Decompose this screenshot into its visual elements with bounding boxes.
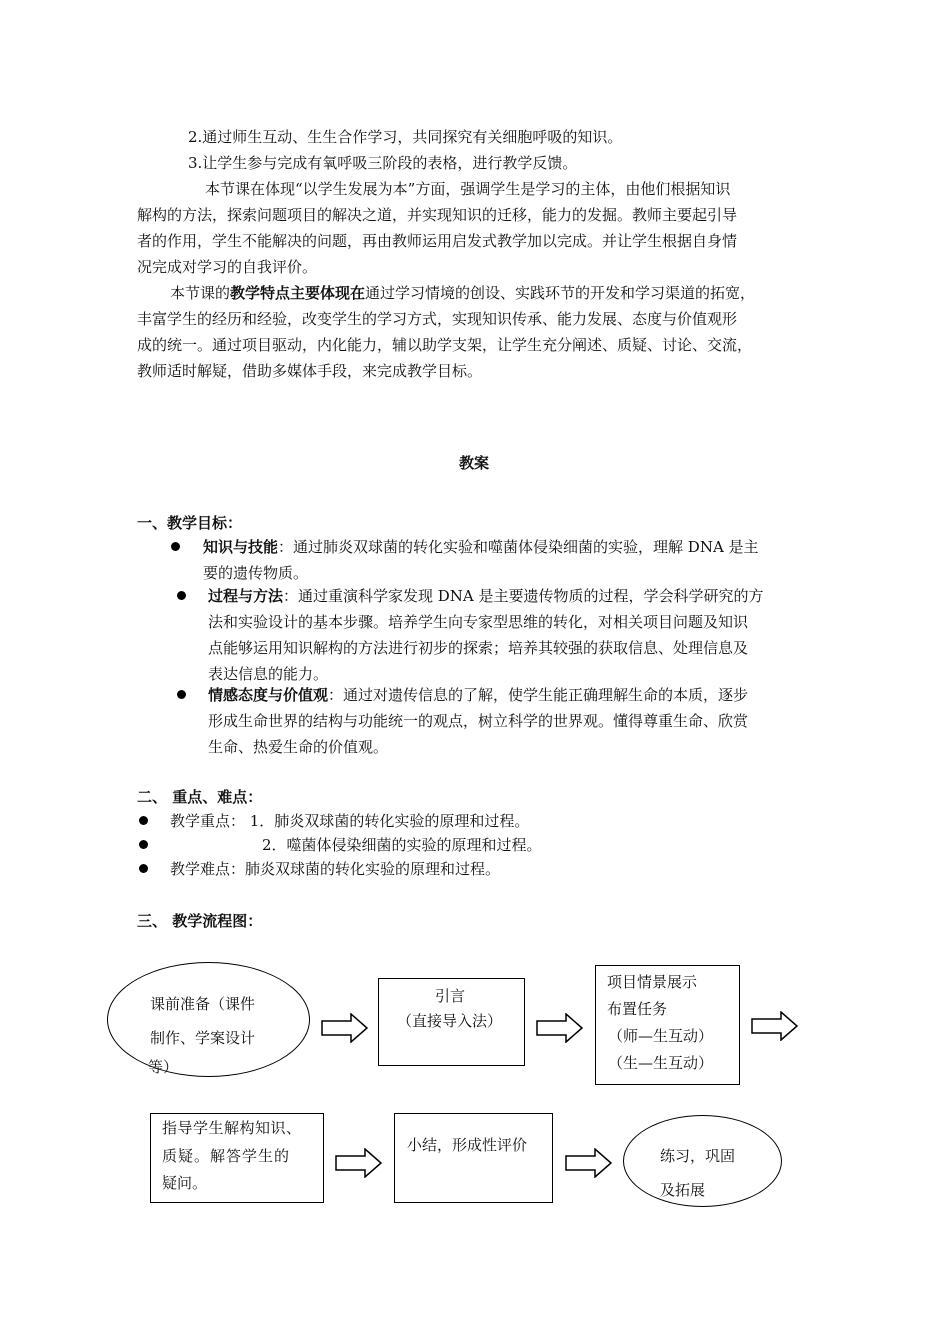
bullet-icon [139, 816, 148, 825]
section-2-heading: 二、 重点、难点： [137, 788, 263, 806]
right-arrow-icon [321, 1013, 369, 1043]
section-3-heading: 三、 教学流程图： [137, 912, 263, 930]
intro-line-1: 2.通过师生互动、生生合作学习，共同探究有关细胞呼吸的知识。 [188, 128, 623, 146]
page-title: 教案 [459, 454, 490, 472]
right-arrow-icon [335, 1148, 383, 1178]
bullet-icon [177, 690, 186, 699]
right-arrow-icon [536, 1013, 584, 1043]
right-arrow-icon [751, 1011, 799, 1041]
bullet-icon [177, 591, 186, 600]
intro-line-2: 3.让学生参与完成有氧呼吸三阶段的表格，进行教学反馈。 [188, 154, 578, 172]
bullet-icon [139, 840, 148, 849]
section-1-heading: 一、教学目标： [137, 514, 243, 532]
key-point-1: 教学重点： 1．肺炎双球菌的转化实验的原理和过程。 [170, 812, 530, 830]
flow-node-preparation [107, 962, 310, 1077]
bullet-icon [171, 542, 180, 551]
difficult-point: 教学难点：肺炎双球菌的转化实验的原理和过程。 [170, 860, 501, 878]
right-arrow-icon [565, 1148, 613, 1178]
key-point-2: 2．噬菌体侵染细菌的实验的原理和过程。 [262, 836, 542, 854]
bullet-icon [139, 864, 148, 873]
